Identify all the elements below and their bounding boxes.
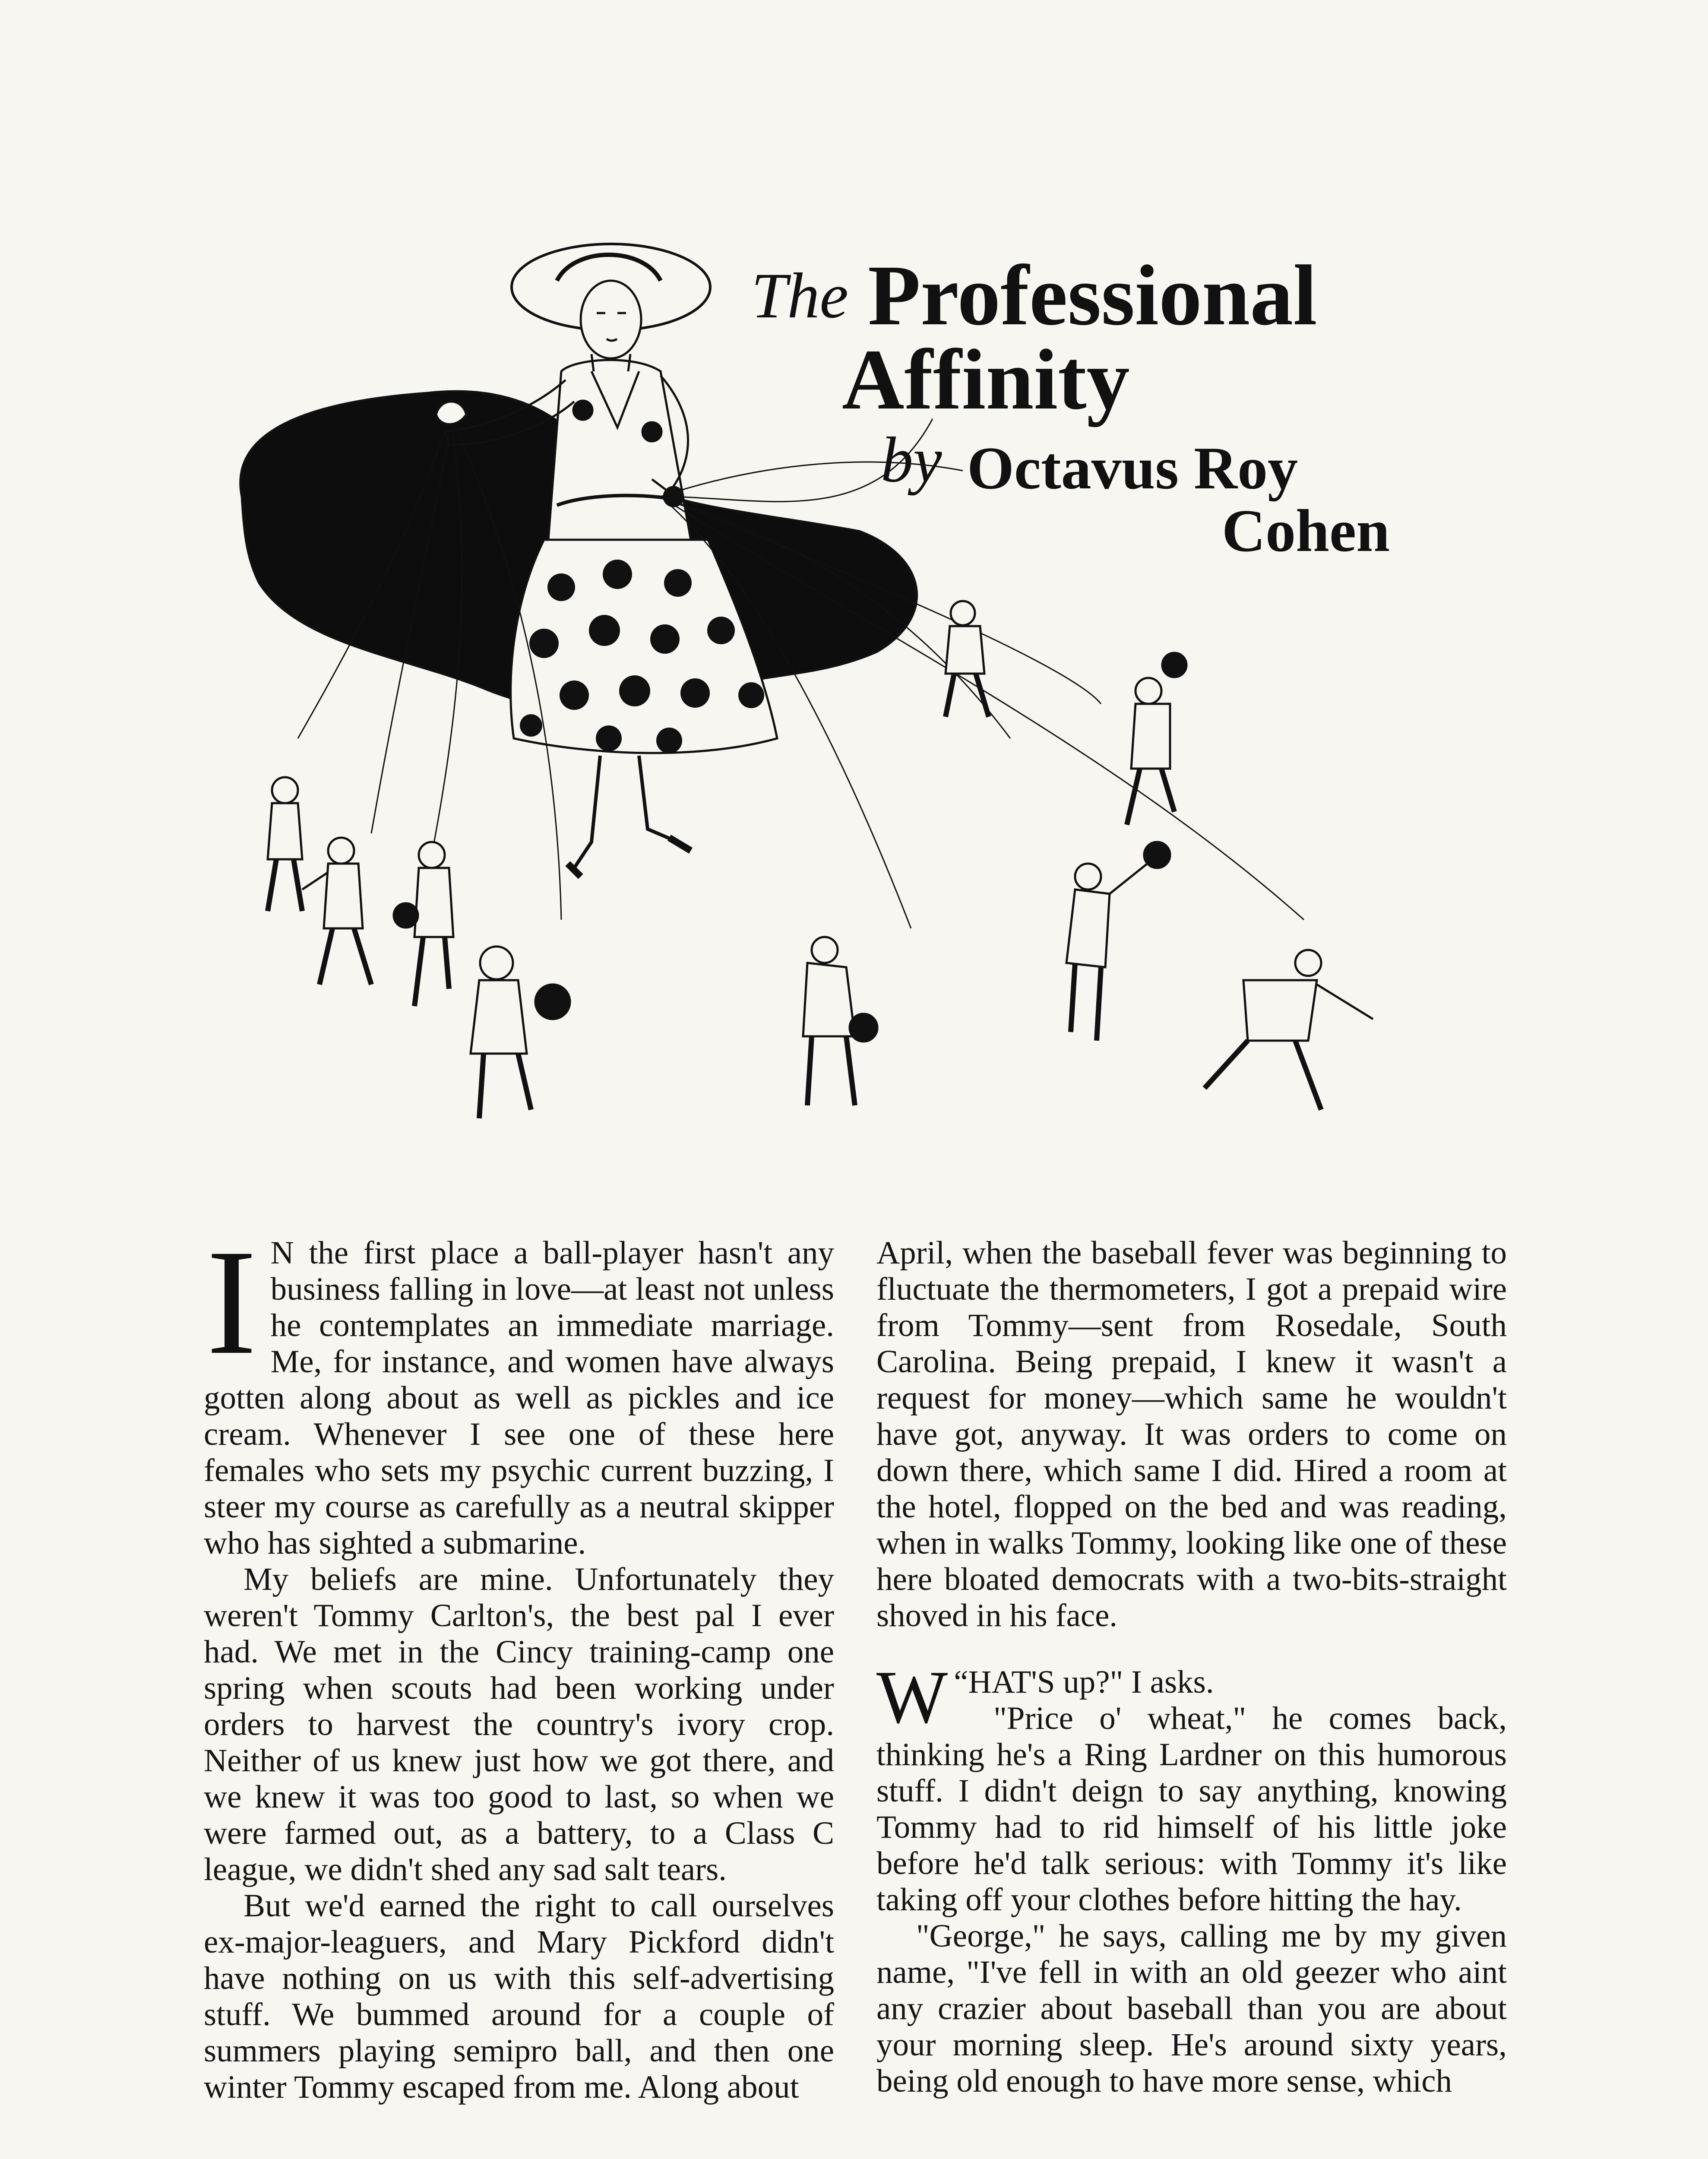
paragraph <box>204 1218 834 1561</box>
story-title-line2: Affinity <box>842 332 1130 427</box>
author-last-name: Cohen <box>1222 497 1390 564</box>
player-2 <box>302 838 371 985</box>
woman-legs <box>574 756 678 868</box>
baseball-players <box>268 601 1373 1118</box>
paragraph: April, when the baseball fever was beginning to fluctuate the thermometers, I got a prepaid wire from Tommy—sent from Rosedale, South Carolina. Being prepaid, I knew it wasn't a request for money—which same he wouldn't have got, anyway. It was orders to come on down there, which same I did. Hired a room at the hotel, flopped on the bed and was reading, when in walks Tommy, looking like one of these here bloated democrats with a two-bits-straight shoved in his face. <box>876 1235 1507 1633</box>
player-leaping-1 <box>1127 653 1186 825</box>
player-pitcher <box>1205 950 1373 1110</box>
player-3 <box>394 842 453 1006</box>
paragraph-text: N the first place a ball-player hasn't any business falling in love—at least not unless he contemplates an immediate marriage. Me, for instance, and women have always gotten along about as well as pickles and ice cream. Whenever I see one of these here females who sets my psychic current buzzing, I steer my course as carefully as a neutral skipper who has sighted a submarine. <box>204 1235 834 1561</box>
paragraph: My beliefs are mine. Unfortunately they weren't Tommy Carlton's, the best pal I ever had. We met in the Cincy training-camp one spring when scouts had been working under orders to harvest the country's ivory crop. Neither of us knew just how we got there, and we knew it was too good to last, so when we were farmed out, as a battery, to a Class C league, we didn't shed any sad salt tears. <box>204 1561 834 1887</box>
paragraph-text: HAT'S up?" I asks. <box>968 1664 1214 1700</box>
player-catcher <box>471 947 570 1118</box>
drop-cap: I <box>206 1218 257 1386</box>
text-column-left <box>204 1218 834 2105</box>
text-column-right <box>876 1235 1507 2099</box>
byline-prefix: by <box>881 424 942 496</box>
section-break <box>876 1634 1507 1664</box>
open-quote: “ <box>954 1664 968 1700</box>
woman-hand <box>436 402 466 424</box>
title-the: The <box>751 260 848 332</box>
paragraph: "Price o' wheat," he comes back, thinking he's a Ring Lardner on this humorous stuff. I didn't deign to say anything, knowing Tommy had to rid himself of his little joke before he'd talk serious: with Tommy it's like taking off your clothes before hitting the hay. <box>876 1700 1507 1918</box>
drop-cap: W <box>876 1655 948 1739</box>
story-title-line1: Professional <box>868 248 1317 343</box>
paragraph: "George," he says, calling me by my given name, "I've fell in with an old geezer who aint any crazier about baseball than you are about your morning sleep. He's around sixty years, being old enough to have more sense, which <box>876 1918 1507 2099</box>
player-1 <box>268 777 302 911</box>
paragraph: But we'd earned the right to call ourselves ex-major-leaguers, and Mary Pickford didn't have nothing on us with this self-advertising stuff. We bummed around for a couple of summers playing semipro ball, and then one winter Tommy escaped from me. Along about <box>204 1888 834 2105</box>
paragraph <box>876 1655 1507 1739</box>
woman-face <box>581 281 641 358</box>
player-fielder <box>803 937 877 1105</box>
player-leaping-2 <box>1066 842 1170 1041</box>
player-top <box>946 601 989 717</box>
author-first-name: Octavus Roy <box>967 435 1298 502</box>
